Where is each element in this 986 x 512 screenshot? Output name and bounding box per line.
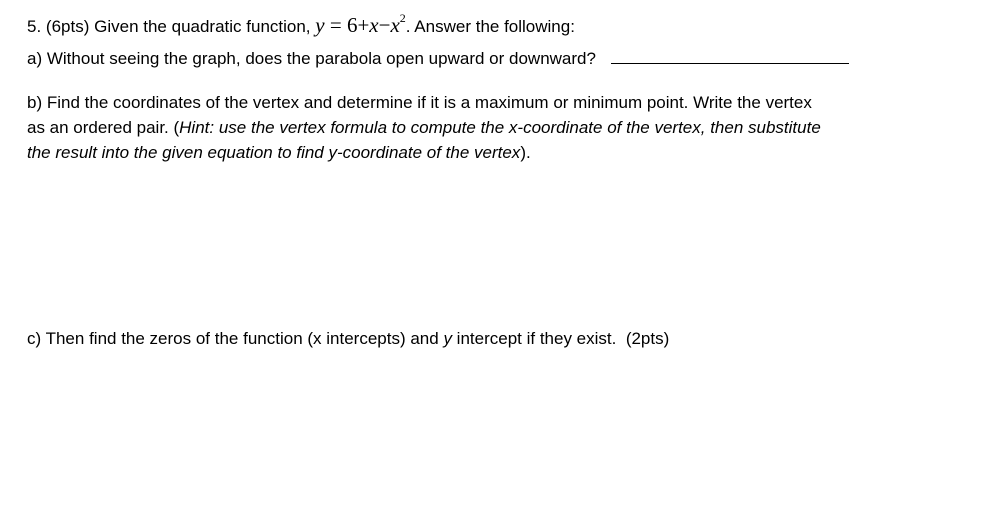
question-5-header bbox=[27, 11, 575, 38]
part-c: c) Then find the zeros of the function (x intercepts) and y intercept if they exist. (2pts) bbox=[27, 329, 670, 348]
part-b-line-2: as an ordered pair. (Hint: use the vertex formula to compute the x-coordinate of the vertex, then substitute bbox=[27, 118, 821, 137]
hint-text: Hint: use the vertex formula to compute the x-coordinate of the vertex, then substitute bbox=[179, 118, 821, 137]
part-a-label: a) bbox=[27, 49, 43, 68]
question-intro: Given the quadratic function, bbox=[94, 17, 311, 36]
part-a-text: Without seeing the graph, does the parabola open upward or downward? bbox=[46, 49, 596, 68]
quadratic-equation: $y = 6+x-x^2$ bbox=[315, 11, 406, 37]
answer-blank[interactable] bbox=[611, 47, 849, 64]
exponent: 2 bbox=[399, 11, 406, 25]
question-instruction: . Answer the following: bbox=[405, 17, 575, 36]
part-b-line-3: the result into the given equation to find y-coordinate of the vertex). bbox=[27, 143, 531, 162]
part-c-points: (2pts) bbox=[625, 329, 670, 348]
question-number: 5. bbox=[27, 17, 42, 36]
part-b-label: b) bbox=[27, 93, 43, 112]
part-b-line-1 bbox=[27, 92, 812, 114]
question-points: (6pts) bbox=[45, 17, 90, 36]
part-c-text: Then find the zeros of the function (x intercepts) and bbox=[45, 329, 439, 348]
part-a bbox=[27, 47, 849, 70]
hint-text-cont: the result into the given equation to find y-coordinate of the vertex bbox=[27, 143, 521, 162]
part-c-label: c) bbox=[27, 329, 42, 348]
part-b-text: Find the coordinates of the vertex and determine if it is a maximum or minimum point. Write the vertex bbox=[46, 93, 812, 112]
